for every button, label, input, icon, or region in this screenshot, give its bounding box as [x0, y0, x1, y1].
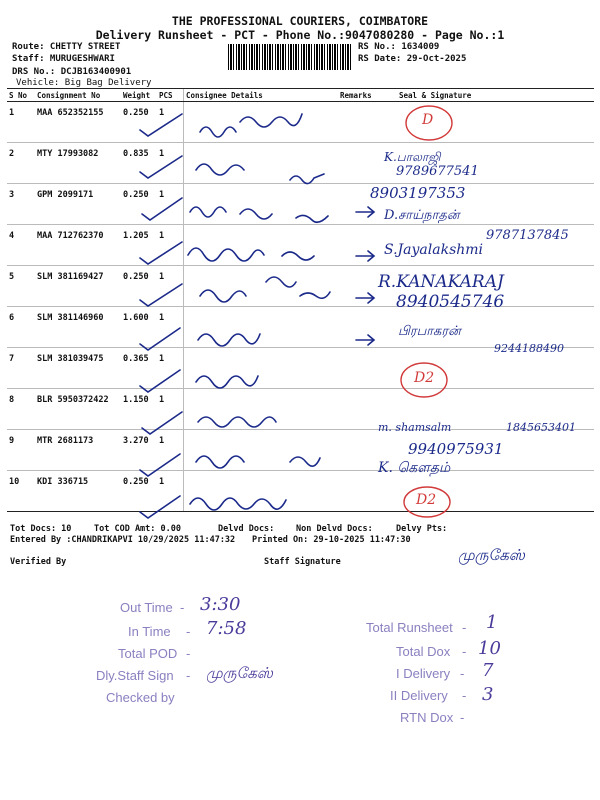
check-icon	[140, 284, 182, 306]
phone-r9: 9940975931	[408, 440, 504, 458]
staff-signature: முருகேஸ்	[458, 546, 525, 564]
row-sno: 6	[7, 307, 35, 348]
row-consignment: MAA 652352155	[35, 102, 121, 143]
row-consignment: BLR 5950372422	[35, 389, 121, 430]
in-time-value: 7:58	[206, 618, 247, 639]
rs-number: RS No.: 1634009	[358, 42, 440, 52]
consignee-scribble	[196, 376, 258, 388]
row-consignment: MTY 17993082	[35, 143, 121, 184]
staff: Staff: MURUGESHWARI	[12, 54, 115, 64]
company-title: THE PROFESSIONAL COURIERS, COIMBATORE	[171, 14, 429, 28]
col-consignee: Consignee Details	[184, 89, 339, 102]
row-sno: 8	[7, 389, 35, 430]
row-pcs: 1	[157, 348, 184, 389]
row-sno: 5	[7, 266, 35, 307]
consignee-scribble	[200, 114, 302, 137]
row-pcs: 1	[157, 184, 184, 225]
row-sno: 1	[7, 102, 35, 143]
row-weight: 1.205	[121, 225, 157, 266]
col-seal: Seal & Signature	[397, 89, 594, 102]
row-pcs: 1	[157, 143, 184, 184]
check-icon	[140, 114, 182, 136]
row-consignment: SLM 381146960	[35, 307, 121, 348]
consignee-scribble	[188, 248, 314, 261]
consignee-scribble	[198, 417, 276, 427]
phone-r5: 8940545746	[396, 292, 505, 312]
signature-r8: m. shamsalm	[378, 421, 452, 434]
row-weight: 0.250	[121, 471, 157, 512]
out-time-label: Out Time	[120, 600, 173, 615]
signature-r2: K.பாலாஜி	[384, 150, 441, 164]
arrow-icon	[356, 335, 374, 345]
row-pcs: 1	[157, 225, 184, 266]
check-icon	[140, 454, 180, 476]
check-icon	[140, 156, 182, 178]
row-sno: 4	[7, 225, 35, 266]
drs-number: DRS No.: DCJB163400901	[12, 67, 132, 77]
signature-r5: R.KANAKARAJ	[378, 272, 504, 292]
row-weight: 0.835	[121, 143, 157, 184]
row-consignment: SLM 381039475	[35, 348, 121, 389]
row-sno: 7	[7, 348, 35, 389]
row-weight: 0.250	[121, 266, 157, 307]
total-runsheet-label: Total Runsheet	[366, 620, 453, 635]
phone-r6: 9244188490	[494, 342, 564, 355]
phone-r3: 8903197353	[370, 184, 466, 202]
col-weight: Weight	[121, 89, 157, 102]
stamp-r10: D2	[416, 492, 437, 508]
row-sno: 2	[7, 143, 35, 184]
total-dox-label: Total Dox	[396, 644, 451, 659]
out-time-value: 3:30	[200, 594, 241, 615]
stamp-r1: D	[422, 112, 434, 128]
row-pcs: 1	[157, 102, 184, 143]
staff-signature-label: Staff Signature	[264, 557, 341, 567]
rs-date: RS Date: 29-Oct-2025	[358, 54, 467, 64]
ii-delivery-value: 3	[482, 684, 494, 705]
phone-r2: 9789677541	[396, 164, 479, 179]
consignee-scribble	[198, 334, 260, 346]
check-icon	[142, 412, 182, 434]
checked-by-label: Checked by	[106, 690, 175, 705]
verified-by: Verified By	[10, 557, 67, 567]
col-remarks: Remarks	[338, 89, 397, 102]
row-weight: 0.250	[121, 184, 157, 225]
row-consignment: SLM 381169427	[35, 266, 121, 307]
check-icon	[140, 496, 180, 518]
row-consignment: KDI 336715	[35, 471, 121, 512]
arrow-icon	[356, 251, 374, 261]
consignee-scribble	[190, 207, 328, 222]
row-pcs: 1	[157, 307, 184, 348]
dly-staff-sign: முருகேஸ்	[206, 664, 273, 682]
signature-r6: பிரபாகரன்	[398, 324, 461, 339]
entered-by: Entered By :CHANDRIKAPVI 10/29/2025 11:47:32	[10, 535, 236, 545]
total-dox-value: 10	[478, 638, 501, 659]
tot-cod: Tot COD Amt: 0.00	[94, 524, 181, 534]
i-delivery-label: I Delivery	[396, 666, 451, 681]
phone-r4: 9787137845	[486, 228, 569, 243]
route: Route: CHETTY STREET	[12, 42, 121, 52]
row-sno: 9	[7, 430, 35, 471]
signature-r3: D.சாய்நாதன்	[384, 208, 460, 223]
row-weight: 0.365	[121, 348, 157, 389]
row-sno: 10	[7, 471, 35, 512]
row-pcs: 1	[157, 389, 184, 430]
row-consignment: GPM 2099171	[35, 184, 121, 225]
ii-delivery-label: II Delivery	[390, 688, 448, 703]
row-pcs: 1	[157, 266, 184, 307]
printed-on: Printed On: 29-10-2025 11:47:30	[252, 535, 411, 545]
consignee-scribble	[196, 456, 320, 468]
row-weight: 3.270	[121, 430, 157, 471]
row-consignment: MTR 2681173	[35, 430, 121, 471]
col-consignment: Consignment No	[35, 89, 121, 102]
arrow-icon	[356, 293, 374, 303]
in-time-label: In Time	[128, 624, 171, 639]
vehicle: Vehicle: Big Bag Delivery	[16, 78, 152, 88]
check-icon	[140, 242, 182, 264]
i-delivery-value: 7	[482, 660, 494, 681]
row-pcs: 1	[157, 471, 184, 512]
total-pod-label: Total POD	[118, 646, 178, 661]
consignee-scribble	[196, 164, 324, 184]
rtn-dox-label: RTN Dox	[400, 710, 454, 725]
row-weight: 1.600	[121, 307, 157, 348]
non-delvd-docs: Non Delvd Docs:	[296, 524, 373, 534]
consignee-scribble	[200, 277, 330, 302]
row-weight: 1.150	[121, 389, 157, 430]
col-sno: S No	[7, 89, 35, 102]
consignee-scribble	[190, 498, 286, 510]
delvd-docs: Delvd Docs:	[218, 524, 275, 534]
row-weight: 0.250	[121, 102, 157, 143]
signature-r4: S.Jayalakshmi	[384, 242, 484, 258]
arrow-icon	[356, 207, 374, 217]
stamp-r7: D2	[414, 370, 435, 386]
signature-r9: K. கௌதம்	[378, 460, 451, 476]
row-sno: 3	[7, 184, 35, 225]
row-consignment: MAA 712762370	[35, 225, 121, 266]
delvy-pts: Delvy Pts:	[396, 524, 448, 534]
runsheet-subtitle: Delivery Runsheet - PCT - Phone No.:9047080280 - Page No.:1	[95, 28, 505, 42]
check-icon	[140, 328, 180, 350]
dly-staff-label: Dly.Staff Sign	[96, 668, 174, 683]
total-runsheet-value: 1	[486, 612, 498, 633]
check-icon	[140, 370, 180, 392]
check-icon	[142, 198, 182, 220]
tot-docs: Tot Docs: 10	[10, 524, 72, 534]
col-pcs: PCS	[157, 89, 184, 102]
phone-r8: 1845653401	[506, 421, 576, 434]
row-pcs: 1	[157, 430, 184, 471]
